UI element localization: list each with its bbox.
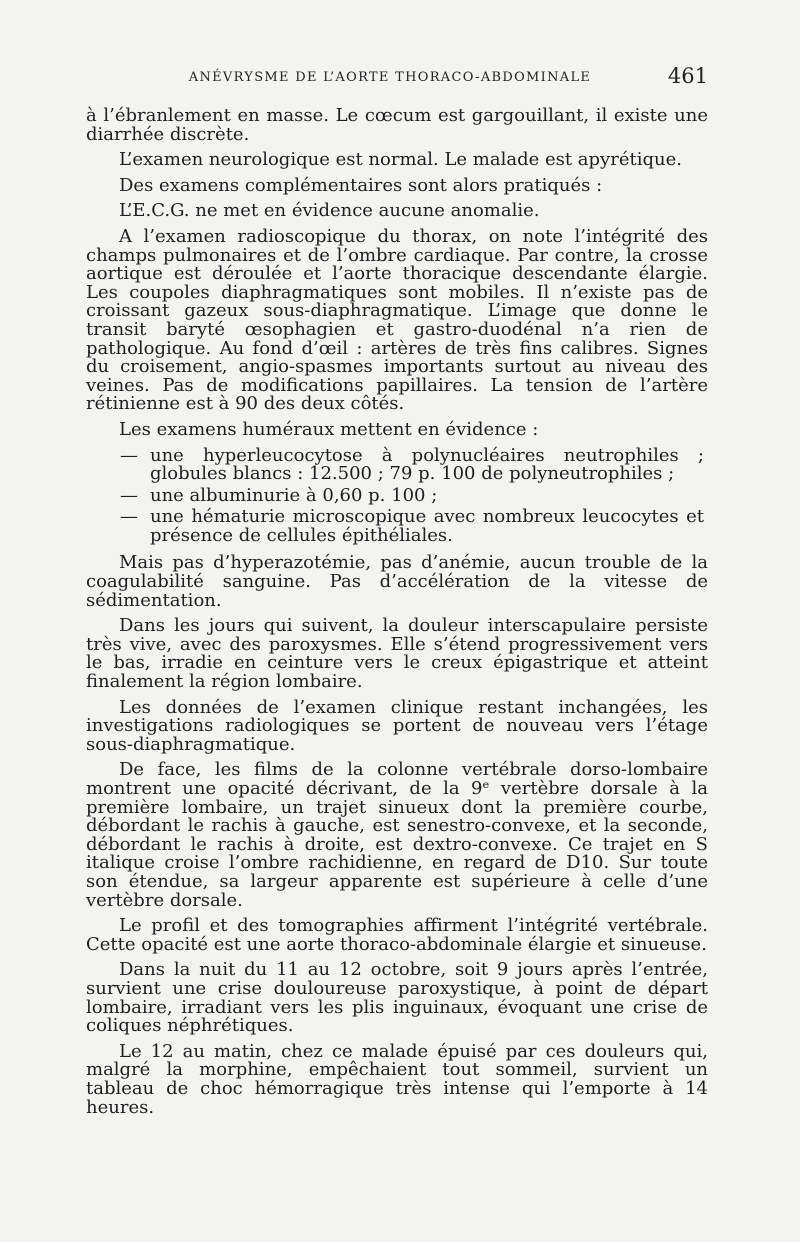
list-item	[86, 508, 708, 545]
list-dash: —	[120, 484, 138, 506]
paragraph-continuation: à l’ébranlement en masse. Le cœcum est gargouillant, il existe une diarrhée discrète.	[86, 105, 708, 145]
paragraph-no-azotemia: Mais pas d’hyperazotémie, pas d’anémie, aucun trouble de la coagulabilité sanguine. Pas d’accélération de la vitesse de sédimentation.	[86, 552, 708, 611]
paragraph-painful-crisis: Dans la nuit du 11 au 12 octobre, soit 9 jours après l’entrée, survient une crise douloureuse paroxystique, à point de départ lombaire, irradiant vers les plis inguinaux, évoquant une crise de coliques néphrétiques.	[86, 959, 708, 1037]
paragraph-radioscopy: A l’examen radioscopique du thorax, on note l’intégrité des champs pulmonaires et de l’ombre cardiaque. Par contre, la crosse aortique est déroulée et l’aorte thoracique descendante élargie. Les coupoles diaphragmatiques sont mobiles. Il n’existe pas de croissant gazeux sous-diaphragmatique. L’image que donne le transit baryté œsophagien et gastro-duodénal n’a rien de pathologique. Au fond d’œil : artères de très fins calibres. Signes du croisement, angio-spasmes importants surtout au niveau des veines. Pas de modifications papillaires. La tension de l’artère rétinienne est à 90 des deux côtés.	[86, 225, 708, 415]
list-item-text: une hyperleucocytose à polynucléaires neutrophiles ; globules blancs : 12.500 ; 79 p. 100 de polyneutrophiles ;	[150, 444, 704, 485]
paragraph-radiological-investigations: Les données de l’examen clinique restant inchangées, les investigations radiologiques se portent de nouveau vers l’étage sous-diaphragmatique.	[86, 696, 708, 755]
running-head: ANÉVRYSME DE L’AORTE THORACO-ABDOMINALE	[188, 70, 592, 85]
paragraph-tomographies: Le profil et des tomographies affirment l’intégrité vertébrale. Cette opacité est une aorte thoraco-abdominale élargie et sinueuse.	[86, 915, 708, 955]
page-number: 461	[667, 64, 708, 88]
paragraph-spine-films: De face, les films de la colonne vertébrale dorso-lombaire montrent une opacité décrivant, de la 9ᵉ vertèbre dorsale à la première lombaire, un trajet sinueux dont la première courbe, débordant le rachis à gauche, est senestro-convexe, et la seconde, débordant le rachis à droite, est dextro-convexe. Ce trajet en S italique croise l’ombre rachidienne, en regard de D10. Sur toute son étendue, sa largeur apparente est supérieure à celle d’une vertèbre dorsale.	[86, 759, 708, 911]
lab-findings-list	[86, 444, 708, 546]
list-item	[86, 484, 708, 506]
paragraph-complementary-exams: Des examens complémentaires sont alors pratiqués :	[119, 174, 603, 196]
list-item	[86, 444, 708, 485]
list-item-text: une albuminurie à 0,60 p. 100 ;	[150, 484, 438, 506]
paragraph-ecg: L’E.C.G. ne met en évidence aucune anomalie.	[119, 200, 540, 222]
paragraph-following-days: Dans les jours qui suivent, la douleur interscapulaire persiste très vive, avec des paroxysmes. Elle s’étend progressivement vers le bas, irradie en ceinture vers le creux épigastrique et atteint finalement la région lombaire.	[86, 615, 708, 693]
list-dash: —	[120, 506, 138, 528]
body-text	[86, 107, 708, 1124]
paragraph-neurologic-exam: L’examen neurologique est normal. Le malade est apyrétique.	[119, 149, 682, 171]
paragraph-humoral-exams: Les examens huméraux mettent en évidence :	[119, 418, 539, 440]
page-header	[110, 62, 708, 92]
list-dash: —	[120, 444, 138, 466]
paragraph-hemorrhagic-shock: Le 12 au matin, chez ce malade épuisé par ces douleurs qui, malgré la morphine, empêchaient tout sommeil, survient un tableau de choc hémorragique très intense qui l’emporte à 14 heures.	[86, 1040, 708, 1118]
list-item-text: une hématurie microscopique avec nombreux leucocytes et présence de cellules épithéliales.	[150, 506, 704, 546]
